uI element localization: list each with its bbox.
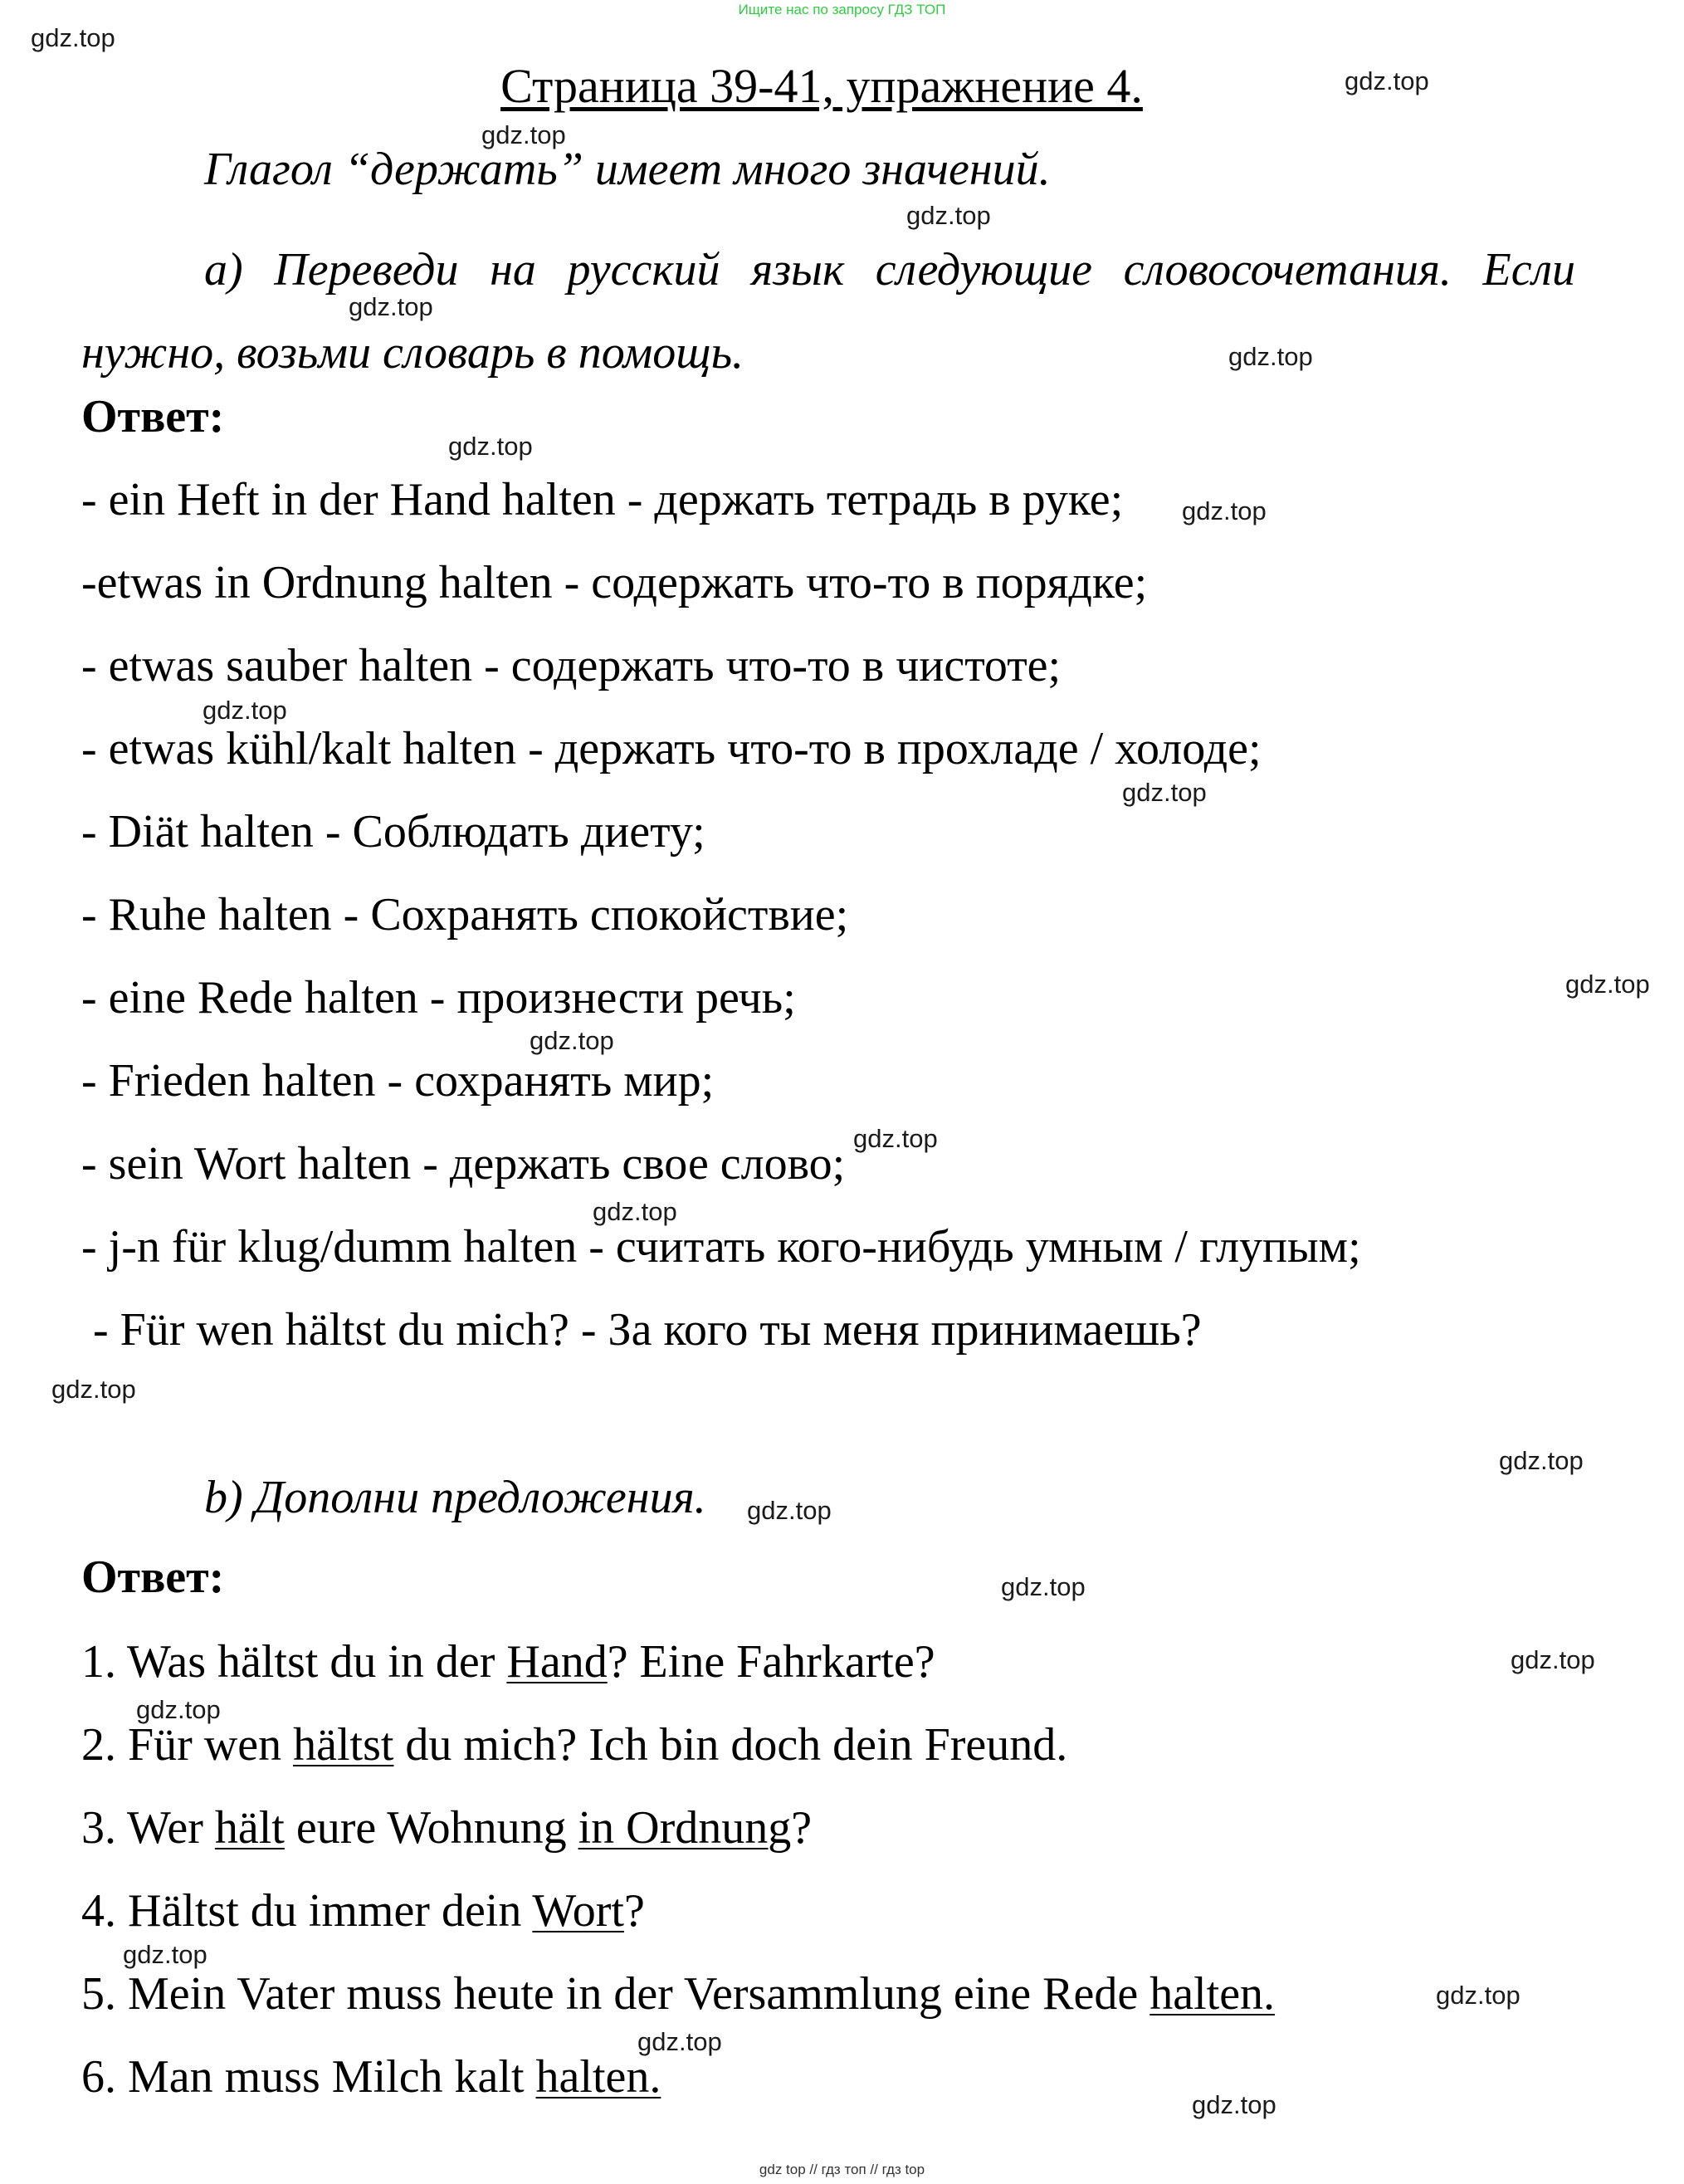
watermark: gdz.top <box>136 1695 221 1724</box>
footer-link[interactable]: gdz top // гдз топ // гдз top <box>759 2162 925 2177</box>
sentence-text: ? Eine Fahrkarte? <box>607 1636 935 1688</box>
watermark: gdz.top <box>1345 66 1429 95</box>
watermark: gdz.top <box>1001 1572 1086 1601</box>
filled-word: Hand <box>506 1636 608 1688</box>
watermark: gdz.top <box>1499 1446 1584 1475</box>
answer-line: - sein Wort halten - держать свое слово; <box>81 1138 846 1190</box>
watermark: gdz.top <box>203 696 287 725</box>
answer-line: - Diät halten - Соблюдать диету; <box>81 806 705 857</box>
watermark: gdz.top <box>481 120 566 149</box>
watermark: gdz.top <box>51 1375 136 1404</box>
watermark: gdz.top <box>123 1940 207 1969</box>
header-search-link[interactable]: Ищите нас по запросу ГДЗ ТОП <box>738 2 946 17</box>
sentence-text: ? <box>791 1802 813 1854</box>
answer-line: - etwas sauber halten - содержать что-то в чистоте; <box>81 640 1062 691</box>
task-a-text: а) Переведи на русский язык следующие словосочетания. Если нужно, возьми словарь в помощь. <box>81 244 1575 379</box>
answer-line: - ein Heft in der Hand halten - держать тетрадь в руке; <box>81 474 1124 525</box>
sentence <box>81 2050 661 2103</box>
sentence-text: 1. Was hältst du in der <box>81 1636 507 1688</box>
filled-word: halten. <box>535 2051 661 2103</box>
filled-word: hältst <box>293 1719 394 1771</box>
watermark: gdz.top <box>530 1026 614 1055</box>
watermark: gdz.top <box>853 1124 938 1153</box>
watermark: gdz.top <box>448 432 533 461</box>
sentence-text: 4. Hältst du immer dein <box>81 1885 533 1937</box>
watermark: gdz.top <box>906 201 991 230</box>
watermark: gdz.top <box>1182 496 1267 525</box>
answer-line: - Für wen hältst du mich? - За кого ты меня принимаешь? <box>81 1304 1202 1356</box>
filled-word: in Ordnung <box>578 1802 792 1854</box>
sentence-text: 2. Für wen <box>81 1719 294 1771</box>
sentence <box>81 1635 935 1688</box>
filled-word: hält <box>214 1802 285 1854</box>
answer-line: -etwas in Ordnung halten - содержать что-то в порядке; <box>81 557 1148 608</box>
sentence-text: du mich? Ich bin doch dein Freund. <box>393 1719 1068 1771</box>
sentence-text: 6. Man muss Milch kalt <box>81 2051 536 2103</box>
answer-line: - Ruhe halten - Сохранять спокойствие; <box>81 889 849 941</box>
page-title: Страница 39-41, упражнение 4. <box>500 59 1143 113</box>
watermark: gdz.top <box>1228 342 1313 371</box>
sentence-text: 5. Mein Vater muss heute in der Versammlung eine Rede <box>81 1968 1150 2020</box>
watermark: gdz.top <box>1511 1645 1595 1674</box>
sentence-text: eure Wohnung <box>284 1802 578 1854</box>
sentence-text: 3. Wer <box>81 1802 215 1854</box>
watermark: gdz.top <box>593 1197 677 1226</box>
filled-word: Wort <box>532 1885 624 1937</box>
watermark: gdz.top <box>1192 2090 1276 2119</box>
sentence <box>81 1967 1275 2020</box>
answer-line: - j-n für klug/dumm halten - считать кого-нибудь умным / глупым; <box>81 1221 1361 1273</box>
sentence <box>81 1718 1067 1771</box>
watermark: gdz.top <box>637 2027 722 2056</box>
sentence <box>81 1884 645 1937</box>
answer-label: Ответ: <box>81 1551 225 1603</box>
watermark: gdz.top <box>747 1496 832 1525</box>
filled-word: halten. <box>1150 1968 1276 2020</box>
answer-label: Ответ: <box>81 391 225 442</box>
watermark: gdz.top <box>1122 778 1207 807</box>
answer-line: - Frieden halten - сохранять мир; <box>81 1055 715 1107</box>
watermark: gdz.top <box>31 23 115 52</box>
sentence-text: ? <box>623 1885 645 1937</box>
watermark: gdz.top <box>349 292 433 321</box>
task-b-text: b) Дополни предложения. <box>204 1472 706 1523</box>
answer-line: - etwas kühl/kalt halten - держать что-то в прохладе / холоде; <box>81 723 1262 774</box>
answer-line: - eine Rede halten - произнести речь; <box>81 972 796 1024</box>
sentence <box>81 1801 812 1854</box>
watermark: gdz.top <box>1436 1981 1520 2010</box>
watermark: gdz.top <box>1565 970 1650 999</box>
intro-text: Глагол “держать” имеет много значений. <box>204 144 1051 195</box>
